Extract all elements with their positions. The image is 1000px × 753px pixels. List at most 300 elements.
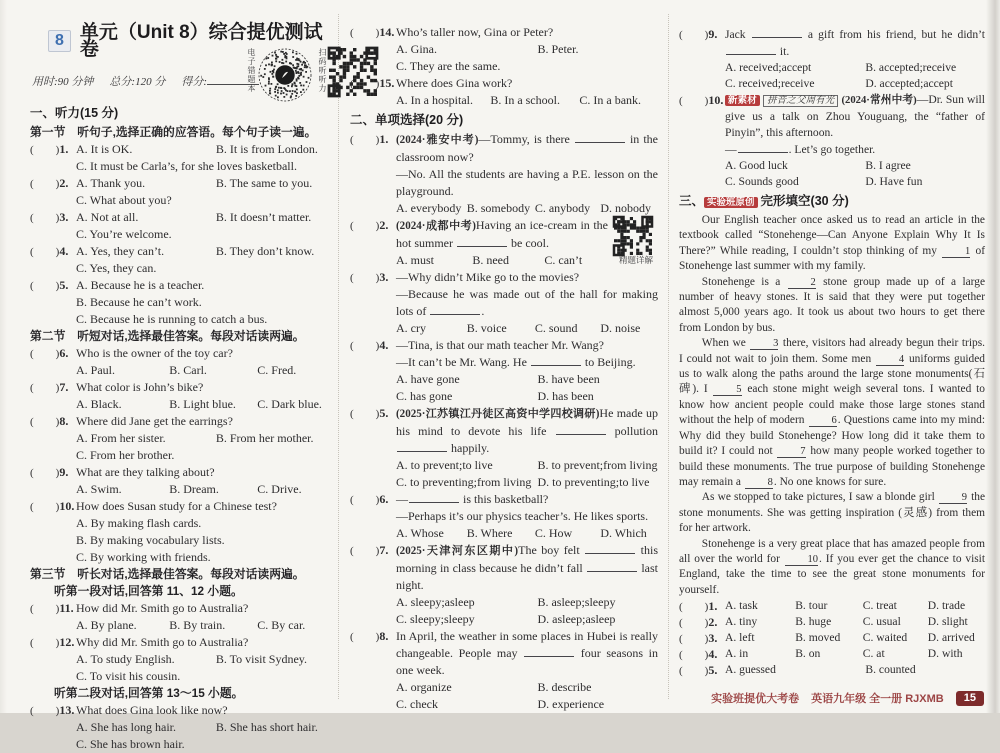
option-cell: A. sleepy;asleep (396, 595, 475, 609)
answer-bracket (30, 634, 74, 652)
question-number: 1. (59, 142, 69, 156)
option-cell: D. trade (927, 599, 966, 613)
blank-line (556, 423, 606, 435)
option-cell: B. In a school. (490, 93, 560, 107)
option-cell: C. By car. (257, 618, 306, 632)
blank-line: 8 (745, 477, 773, 489)
question-number: 5. (708, 663, 718, 678)
option-cell: C. has gone (396, 389, 453, 403)
option-cell: D. noise (600, 321, 641, 335)
option-cell: A. To study English. (76, 652, 175, 666)
bracket: ( ) (30, 501, 60, 513)
exam-source-tag: (2025·天津河东区期中) (396, 545, 519, 557)
section-heading (679, 193, 985, 211)
option-cell: B. to prevent;from living (537, 458, 658, 472)
text-segment: How does Susan study for a Chinese test? (76, 499, 277, 513)
text-segment: C. You’re welcome. (76, 227, 172, 241)
option-row (396, 594, 658, 611)
option-cell: A. everybody (396, 201, 462, 215)
section-heading (350, 112, 658, 129)
text-segment: C. From her brother. (76, 448, 175, 462)
answer-bracket (30, 498, 74, 516)
text-segment: —Tina, is that our math teacher Mr. Wang? (396, 338, 604, 352)
option-cell: B. moved (795, 631, 841, 645)
text-segment: —Tommy, is there (478, 132, 574, 146)
text-segment: Stonehenge is a very great place that has amazed people from all over the world for (679, 537, 985, 565)
option-cell: A. received;accept (725, 61, 812, 74)
blank-line: 3 (750, 338, 778, 350)
bracket: ( ) (30, 467, 60, 479)
question-text (76, 294, 335, 311)
option-row (76, 396, 335, 413)
text-segment: uniforms guided us to walk along the paths around the large stone monuments(石碑). I (679, 352, 986, 396)
bracket: ( ) (350, 545, 380, 557)
option-cell: A. By plane. (76, 618, 137, 632)
text-segment: C. To visit his cousin. (76, 669, 181, 683)
option-cell: A. Good luck (725, 159, 788, 172)
passage-paragraph (679, 490, 985, 536)
option-cell: B. By train. (169, 618, 226, 632)
blank-line: 10 (785, 554, 818, 566)
question-number: 12. (59, 635, 75, 649)
text-segment: C. Because he is running to catch a bus. (76, 312, 268, 326)
text-segment: —Dr. Sun will give us a talk on Zhou Youguang, the “father of Pinyin”, this afternoon. (725, 93, 985, 139)
bracket: ( ) (30, 280, 60, 292)
text-segment: B. Because he can’t work. (76, 295, 202, 309)
option-row (396, 92, 658, 109)
text-segment: how many people worked together to build these monuments. The true purpose of building Stonehenge may remain a (679, 445, 985, 488)
question-text (76, 226, 335, 243)
option-cell: C. waited (862, 631, 908, 645)
option-cell: A. Yes, they can’t. (76, 244, 165, 258)
blank-line (752, 26, 802, 38)
question (30, 345, 335, 379)
answer-bracket (679, 662, 717, 679)
subsection-title: 第一节 听句子,选择正确的应答语。每个句子读一遍。 (30, 125, 317, 139)
text-segment: — (725, 143, 737, 156)
option-cell: A. Not at all. (76, 210, 139, 224)
option-cell: C. received;receive (725, 77, 815, 90)
bracket: ( ) (350, 340, 380, 352)
text-segment: The boy felt (518, 543, 585, 557)
text-segment: is this basketball? (460, 492, 549, 506)
option-row (396, 371, 658, 388)
option-cell: B. From her mother. (215, 431, 314, 445)
unit-number-badge: 8 (48, 30, 71, 52)
question-text (76, 345, 335, 362)
option-row (396, 320, 658, 337)
choice-section (350, 24, 658, 713)
text-segment: in the classroom now? (396, 132, 658, 164)
blank-line (524, 645, 574, 657)
option-cell: C. treat (862, 599, 897, 613)
question (30, 498, 335, 566)
answer-bracket (350, 269, 388, 287)
option-row (396, 679, 658, 696)
option-cell: D. accepted;accept (865, 77, 953, 90)
option-cell: B. describe (537, 680, 592, 694)
question (30, 141, 335, 175)
column-divider (668, 14, 669, 699)
option-cell: B. They don’t know. (215, 244, 315, 258)
question-text (396, 405, 658, 457)
option-cell: C. check (396, 697, 438, 711)
blank-line: 7 (777, 446, 805, 458)
option-cell: D. to preventing;to live (537, 475, 650, 489)
question (350, 24, 658, 75)
option-row (76, 141, 335, 158)
option-cell: A. It is OK. (76, 142, 133, 156)
question (679, 614, 985, 630)
question-text (76, 532, 335, 549)
red-tag-badge: 实验班原创 (704, 197, 758, 208)
question-text (396, 286, 658, 320)
option-cell: B. tour (795, 599, 828, 613)
question (30, 379, 335, 413)
option-row (76, 243, 335, 260)
text-segment: there, visitors had already begun their trips. I could not wait to join them. Some men (679, 337, 985, 365)
blank-line (726, 43, 776, 55)
answer-bracket (30, 464, 68, 482)
text-segment: —It can’t be Mr. Wang. He (396, 355, 530, 369)
option-row (725, 630, 985, 646)
subsection-title: 第二节 听短对话,选择最佳答案。每段对话读两遍。 (30, 329, 305, 343)
option-cell: A. tiny (725, 615, 758, 629)
answer-bracket (679, 26, 717, 43)
question-number: 6. (379, 492, 389, 506)
text-segment: C. It must be Carla’s, for she loves basketball. (76, 159, 297, 173)
question-text (76, 736, 335, 753)
answer-bracket (350, 75, 394, 93)
passage-paragraph (679, 336, 985, 490)
option-cell: B. voice (466, 321, 507, 335)
option-cell: A. to prevent;to live (396, 458, 493, 472)
question (30, 413, 335, 464)
duration-label: 用时:90 分钟 (32, 76, 94, 88)
option-cell: B. on (795, 647, 821, 661)
answer-bracket (679, 92, 723, 109)
text-segment: happily. (448, 441, 490, 455)
question (30, 243, 335, 277)
page-right-edge-shade (986, 0, 1000, 713)
option-cell: C. Dark blue. (257, 397, 322, 411)
option-cell: B. huge (795, 615, 832, 629)
option-cell: B. Where (466, 526, 513, 540)
question (350, 628, 658, 713)
text-segment: to Beijing. (581, 355, 636, 369)
answer-bracket (30, 277, 68, 295)
answer-bracket (30, 702, 74, 720)
option-cell: B. It is from London. (215, 142, 318, 156)
question-number: 5. (59, 278, 69, 292)
question-text (76, 634, 335, 651)
question-text (76, 192, 335, 209)
option-row (725, 646, 985, 662)
question-number: 14. (379, 25, 395, 39)
question-number: 10. (708, 93, 724, 107)
question-text (76, 498, 335, 515)
option-cell: C. to preventing;from living (396, 475, 532, 489)
option-cell: A. Paul. (76, 363, 115, 377)
question-text (76, 277, 335, 294)
option-row (76, 651, 335, 668)
text-segment: a gift from his friend, but he didn’t (802, 28, 986, 41)
text-segment: Our English teacher once asked us to read an article in the textbook called “Stonehenge—Can Anyone Explain Why It Is There?” While reading, I couldn’t stop thinking of my (679, 214, 985, 257)
passage-paragraph (679, 537, 985, 599)
bracket: ( ) (30, 603, 60, 615)
question-text (725, 26, 985, 60)
option-row (76, 481, 335, 498)
text-segment: In April, the weather in some places in Hubei is really changeable. People may (396, 629, 658, 660)
text-segment: 完形填空(30 分) (760, 194, 849, 208)
question (30, 634, 335, 685)
option-row (76, 209, 335, 226)
option-cell: B. She has short hair. (215, 720, 318, 734)
question (30, 209, 335, 243)
wrongbook-label: 电子错题本 (247, 48, 256, 93)
option-cell: D. asleep;asleep (537, 612, 616, 626)
option-cell: B. Dream. (169, 482, 219, 496)
exam-source-tag: (2024·常州中考) (841, 94, 917, 106)
option-cell: B. Carl. (169, 363, 207, 377)
question-text (396, 542, 658, 594)
option-cell: A. Thank you. (76, 176, 146, 190)
option-cell: C. at (862, 647, 885, 661)
bracket: ( ) (30, 637, 60, 649)
bracket: ( ) (30, 705, 60, 717)
question-number: 3. (708, 631, 718, 646)
answer-bracket (679, 614, 717, 631)
answer-bracket (30, 209, 68, 227)
text-segment: this morning in class because he didn’t fall (396, 543, 658, 575)
text-segment: pollution (606, 424, 658, 438)
question-text (396, 166, 658, 200)
bracket: ( ) (30, 416, 60, 428)
text-segment: Why did Mr. Smith go to Australia? (76, 635, 249, 649)
option-cell: A. task (725, 599, 758, 613)
question (350, 131, 658, 217)
question (679, 26, 985, 92)
bracket: ( ) (350, 220, 380, 232)
blank-line (575, 131, 625, 143)
blank-line (430, 303, 480, 315)
bracket: ( ) (350, 631, 380, 643)
text-segment: —Why didn’t Mike go to the movies? (396, 270, 580, 284)
question (350, 405, 658, 491)
wrongbook-qr-group (247, 48, 312, 102)
option-cell: C. How (534, 526, 573, 540)
bracket: ( ) (30, 348, 60, 360)
option-cell: A. cry (396, 321, 426, 335)
question-text (76, 260, 335, 277)
cloze-section (679, 26, 985, 678)
section-heading (30, 105, 335, 122)
bracket: ( ) (679, 617, 709, 630)
option-cell: B. It doesn’t matter. (215, 210, 312, 224)
question-text (396, 131, 658, 166)
blank-line: 4 (876, 354, 904, 366)
option-row (396, 41, 658, 58)
option-row (725, 614, 985, 630)
option-cell: B. need (472, 253, 509, 267)
text-segment: What color is John’s bike? (76, 380, 204, 394)
text-segment: be cool. (508, 236, 549, 250)
text-segment: 三、 (679, 194, 705, 208)
bracket: ( ) (679, 649, 709, 662)
text-segment: C. Yes, they can. (76, 261, 157, 275)
question (679, 646, 985, 662)
option-row (396, 457, 658, 474)
question (30, 175, 335, 209)
question-number: 4. (379, 338, 389, 352)
text-segment: 一、听力(15 分) (30, 106, 119, 120)
qr-code-answer (614, 217, 658, 265)
question (30, 600, 335, 634)
text-segment: C. What about you? (76, 193, 172, 207)
text-segment: C. By working with friends. (76, 550, 211, 564)
text-segment: it. (777, 45, 790, 58)
question-text (76, 158, 335, 175)
option-cell: A. In a hospital. (396, 93, 473, 107)
option-cell: A. Swim. (76, 482, 122, 496)
blank-line (585, 542, 635, 554)
option-cell: A. have gone (396, 372, 460, 386)
option-cell: A. From her sister. (76, 431, 166, 445)
option-cell: D. Which (600, 526, 647, 540)
option-cell: A. She has long hair. (76, 720, 176, 734)
question-text (76, 447, 335, 464)
blank-line (457, 235, 507, 247)
text-segment: How did Mr. Smith go to Australia? (76, 601, 249, 615)
question (679, 630, 985, 646)
option-cell: B. Light blue. (169, 397, 236, 411)
option-cell: B. Peter. (537, 42, 579, 56)
option-row (396, 252, 608, 269)
text-segment: Stonehenge is a (701, 275, 787, 288)
question-text (76, 515, 335, 532)
option-row (396, 474, 658, 491)
bracket: ( ) (30, 246, 60, 258)
option-cell: C. usual (862, 615, 901, 629)
bracket: ( ) (30, 212, 60, 224)
option-row (725, 662, 985, 678)
topic-tag-box: 拼音之父周有光 (763, 95, 839, 107)
answer-bracket (679, 598, 717, 615)
qr-answer-caption: 精题详解 (618, 255, 653, 265)
answer-bracket (350, 337, 388, 355)
question-number: 1. (708, 599, 718, 614)
bracket: ( ) (350, 134, 380, 146)
option-cell: B. To visit Sydney. (215, 652, 308, 666)
option-row (396, 525, 658, 542)
bracket: ( ) (30, 382, 60, 394)
option-row (725, 598, 985, 614)
option-cell: C. sound (534, 321, 578, 335)
option-cell: B. accepted;receive (865, 61, 957, 74)
question-text (396, 269, 658, 286)
option-cell: C. Drive. (257, 482, 302, 496)
score-text: 得分: (181, 76, 208, 88)
blank-line: 5 (713, 384, 741, 396)
bracket: ( ) (350, 408, 380, 420)
option-row (76, 617, 335, 634)
question (679, 662, 985, 678)
bracket: ( ) (679, 29, 709, 41)
question-number: 8. (59, 414, 69, 428)
text-segment: . Let’s go together. (788, 143, 876, 156)
option-cell: A. Black. (76, 397, 122, 411)
question-number: 7. (59, 380, 69, 394)
answer-bracket (350, 542, 388, 560)
column-left (30, 22, 335, 753)
question-number: 4. (708, 647, 718, 662)
exam-source-tag: (2024·雅安中考) (396, 134, 479, 146)
option-row (396, 388, 658, 405)
bracket: ( ) (679, 601, 709, 614)
question-number: 6. (59, 346, 69, 360)
question-number: 13. (59, 703, 75, 717)
question-number: 7. (379, 543, 389, 557)
question-number: 3. (379, 270, 389, 284)
subsection-title: 第三节 听长对话,选择最佳答案。每段对话读两遍。 (30, 567, 305, 581)
bracket: ( ) (30, 178, 60, 190)
text-segment: . (481, 304, 485, 318)
text-segment: — (396, 492, 408, 506)
question-text (396, 628, 658, 679)
blank-line: 9 (939, 492, 967, 504)
question-text (396, 58, 658, 75)
question-number: 11. (59, 601, 74, 615)
answer-bracket (350, 217, 388, 235)
text-segment: —Because he was made out of the hall for making lots of (396, 287, 658, 318)
bracket: ( ) (679, 665, 709, 678)
dialogue-hint: 听第二段对话,回答第 13～15 小题。 (54, 686, 244, 700)
answer-bracket (30, 413, 68, 431)
option-cell: B. I agree (865, 159, 911, 172)
option-cell: D. experience (537, 697, 605, 711)
bracket: ( ) (350, 27, 380, 39)
question-text (396, 354, 658, 371)
bracket: ( ) (350, 78, 380, 90)
page-title: 单元（Unit 8）综合提优测试卷 (79, 22, 323, 60)
option-cell: B. have been (537, 372, 600, 386)
text-segment: Where did Jane get the earrings? (76, 414, 233, 428)
text-segment: What does Gina look like now? (76, 703, 228, 717)
question (350, 75, 658, 109)
option-cell: A. in (725, 647, 749, 661)
answer-bracket (30, 243, 68, 261)
text-segment: Where does Gina work? (396, 76, 513, 90)
bracket: ( ) (350, 494, 380, 506)
option-row (76, 362, 335, 379)
question-number: 9. (708, 27, 718, 41)
option-cell: A. Whose (396, 526, 444, 540)
text-segment: A. By making flash cards. (76, 516, 202, 530)
question-number: 4. (59, 244, 69, 258)
question-number: 2. (379, 218, 389, 232)
text-segment: each stone might weigh several tons. I wanted to know how ancient people could make those large stones stand without the help of modern (679, 383, 985, 427)
text-segment: 二、单项选择(20 分) (350, 113, 464, 127)
question-number: 9. (59, 465, 69, 479)
option-cell: D. Have fun (865, 175, 923, 188)
question (350, 542, 658, 628)
question-number: 8. (379, 629, 389, 643)
question-number: 1. (379, 132, 389, 146)
listening-section (30, 105, 335, 753)
answer-bracket (350, 24, 394, 42)
question-number: 2. (708, 615, 718, 630)
question-text (76, 549, 335, 566)
